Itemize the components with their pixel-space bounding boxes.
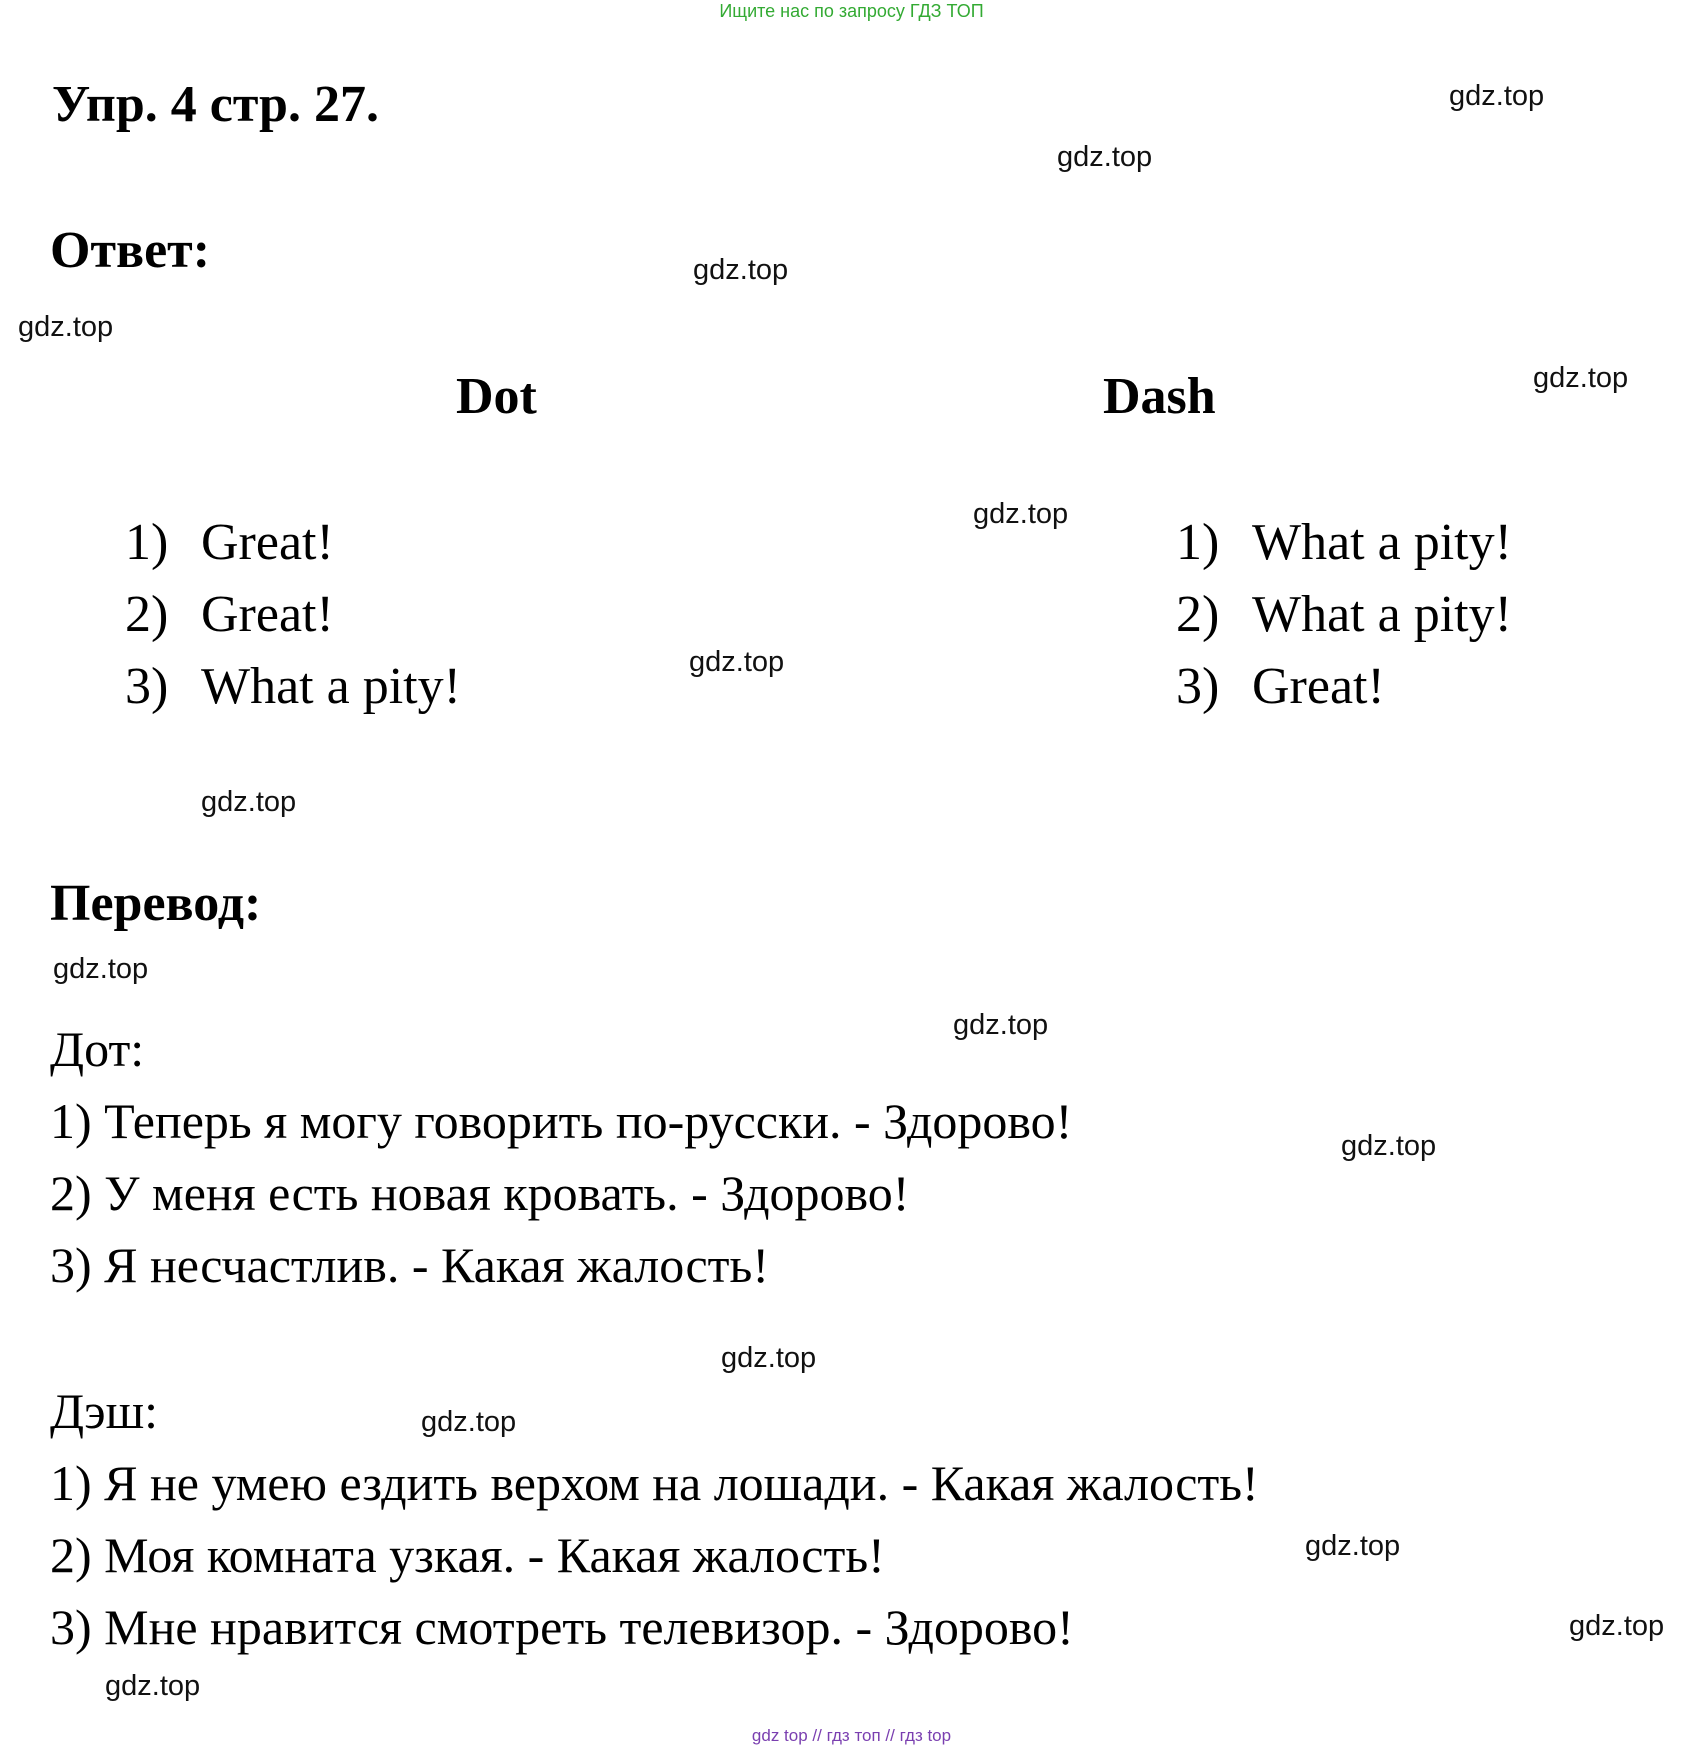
watermark: gdz.top <box>689 646 785 678</box>
dash-column-heading: Dash <box>1103 368 1216 425</box>
translation-line: 3) Мне нравится смотреть телевизор. - Здорово! <box>50 1599 1074 1655</box>
item-number: 1) <box>1176 514 1220 571</box>
watermark: gdz.top <box>1305 1530 1401 1562</box>
translation-dot-heading: Дот: <box>50 1021 145 1077</box>
watermark: gdz.top <box>973 498 1069 530</box>
translation-heading: Перевод: <box>50 875 262 932</box>
translation-line: 2) Моя комната узкая. - Какая жалость! <box>50 1527 885 1583</box>
item-number: 3) <box>125 658 169 715</box>
top-banner: Ищите нас по запросу ГДЗ ТОП <box>719 1 984 21</box>
watermark: gdz.top <box>18 311 114 343</box>
dash-answer-item <box>1176 658 1385 715</box>
translation-line: 3) Я несчастлив. - Какая жалость! <box>50 1237 769 1293</box>
item-text: Great! <box>1252 658 1385 715</box>
footer-watermark: gdz top // гдз топ // гдз top <box>751 1726 952 1745</box>
watermark: gdz.top <box>721 1342 817 1374</box>
watermark: gdz.top <box>105 1670 201 1702</box>
watermark: gdz.top <box>1057 141 1153 173</box>
item-text: Great! <box>201 586 334 643</box>
item-text: What a pity! <box>201 658 461 715</box>
item-number: 1) <box>125 514 169 571</box>
dash-answer-item <box>1176 514 1512 571</box>
translation-line: 1) Я не умею ездить верхом на лошади. - Какая жалость! <box>50 1455 1259 1511</box>
item-number: 2) <box>125 586 169 643</box>
dot-column-heading: Dot <box>456 368 537 425</box>
watermark: gdz.top <box>201 786 297 818</box>
watermark: gdz.top <box>1533 362 1629 394</box>
dot-answer-item <box>125 514 334 571</box>
translation-dash-heading: Дэш: <box>50 1383 158 1439</box>
watermark: gdz.top <box>53 953 149 985</box>
item-number: 2) <box>1176 586 1220 643</box>
watermark: gdz.top <box>1569 1610 1665 1642</box>
dash-answer-item <box>1176 586 1512 643</box>
item-number: 3) <box>1176 658 1220 715</box>
translation-line: 2) У меня есть новая кровать. - Здорово! <box>50 1165 910 1221</box>
dot-answer-item <box>125 658 461 715</box>
watermark: gdz.top <box>1341 1130 1437 1162</box>
answer-heading: Ответ: <box>50 222 211 279</box>
watermark: gdz.top <box>421 1406 517 1438</box>
watermark: gdz.top <box>1449 80 1545 112</box>
item-text: What a pity! <box>1252 514 1512 571</box>
dot-answer-item <box>125 586 334 643</box>
watermark: gdz.top <box>693 254 789 286</box>
page-title: Упр. 4 стр. 27. <box>52 76 379 133</box>
watermark: gdz.top <box>953 1009 1049 1041</box>
item-text: What a pity! <box>1252 586 1512 643</box>
item-text: Great! <box>201 514 334 571</box>
translation-line: 1) Теперь я могу говорить по-русски. - Здорово! <box>50 1093 1073 1149</box>
